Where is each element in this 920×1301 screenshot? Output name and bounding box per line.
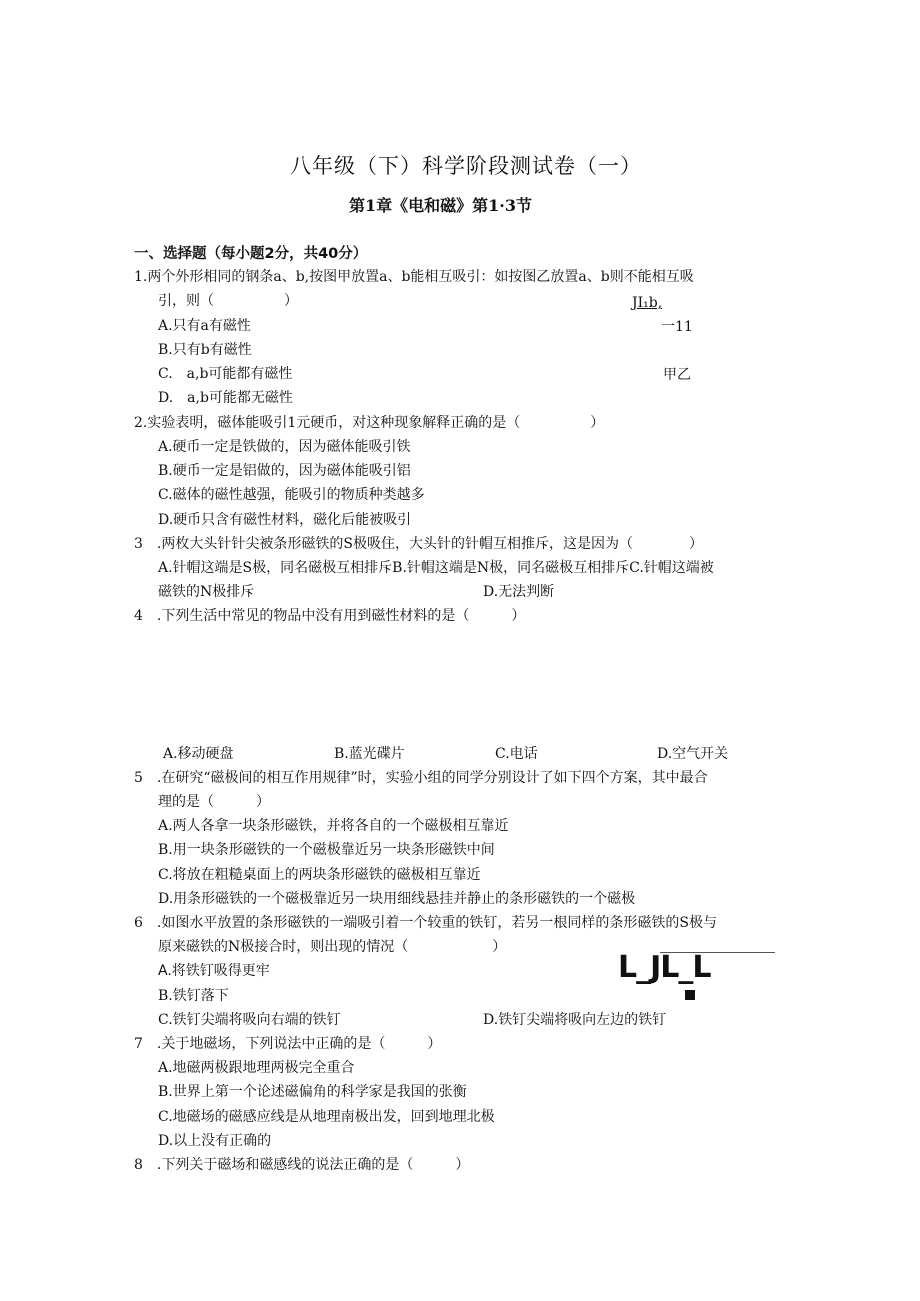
question-1-figure-label: 甲乙 [663,367,691,383]
question-3-options-line: A.针帽这端是S极，同名磁极互相排斥B.针帽这端是N极，同名磁极互相排斥C.针帽这端被 [158,560,714,576]
page-title: 八年级（下）科学阶段测试卷（一） [290,154,642,178]
question-6-option-a: A.将铁钉吸得更牢 [158,963,270,979]
question-6-figure-magnets: L_JL_L [618,950,711,985]
question-3-options-cont: 磁铁的N极排斥 [158,584,255,600]
question-5-option-c: C.将放在粗糙桌面上的两块条形磁铁的磁极相互靠近 [158,867,481,883]
question-5-stem: 5 .在研究“磁极间的相互作用规律”时，实验小组的同学分别设计了如下四个方案，其中最合 [134,770,708,786]
question-7-stem: 7 .关于地磁场，下列说法中正确的是（ ） [134,1036,442,1052]
question-4-option-b: B.蓝光碟片 [334,746,405,762]
question-4-option-a: A.移动硬盘 [163,746,234,762]
question-1-figure-top: JI₁b, [632,295,663,311]
question-7-option-a: A.地磁两极跟地理两极完全重合 [158,1060,355,1076]
question-2-option-d: D.硬币只含有磁性材料，磁化后能被吸引 [158,512,412,528]
question-1-stem: 1.两个外形相同的钢条a、b,按图甲放置a、b能相互吸引：如按图乙放置a、b则不能相互吸 [134,269,694,285]
question-1-option-d: D. a,b可能都无磁性 [158,390,293,406]
question-6-option-c: C.铁钉尖端将吸向右端的铁钉 [158,1012,341,1028]
question-6-option-d: D.铁钉尖端将吸向左边的铁钉 [483,1012,667,1028]
question-6-option-b: B.铁钉落下 [158,988,229,1004]
question-4-option-d: D.空气开关 [657,746,729,762]
question-5-option-a: A.两人各拿一块条形磁铁，并将各自的一个磁极相互靠近 [158,818,509,834]
question-6-figure-nail [685,990,695,1000]
question-1-stem-cont: 引，则（ ） [158,293,298,309]
question-6-stem-cont: 原来磁铁的N极接合时，则出现的情况（ ） [158,939,507,955]
question-3-stem: 3 .两枚大头针针尖被条形磁铁的S极吸住，大头针的针帽互相推斥，这是因为（ ） [134,536,703,552]
question-7-option-d: D.以上没有正确的 [158,1133,272,1149]
question-1-option-c: C. a,b可能都有磁性 [158,366,293,382]
question-6-stem: 6 .如图水平放置的条形磁铁的一端吸引着一个较重的铁钉，若另一根同样的条形磁铁的S极与 [134,915,717,931]
question-5-option-b: B.用一块条形磁铁的一个磁极靠近另一块条形磁铁中间 [158,842,495,858]
question-3-option-d: D.无法判断 [483,584,555,600]
question-5-option-d: D.用条形磁铁的一个磁极靠近另一块用细线悬挂并静止的条形磁铁的一个磁极 [158,891,636,907]
question-7-option-c: C.地磁场的磁感应线是从地理南极出发，回到地理北极 [158,1109,495,1125]
question-4-stem: 4 .下列生活中常见的物品中没有用到磁性材料的是（ ） [134,608,526,624]
question-2-stem: 2.实验表明，磁体能吸引1元硬币，对这种现象解释正确的是（ ） [134,415,605,431]
question-2-option-c: C.磁体的磁性越强，能吸引的物质种类越多 [158,487,425,503]
question-8-stem: 8 .下列关于磁场和磁感线的说法正确的是（ ） [134,1157,470,1173]
question-1-figure-mid: 一11 [661,319,693,335]
question-5-stem-cont: 理的是（ ） [158,794,270,810]
question-7-option-b: B.世界上第一个论述磁偏角的科学家是我国的张衡 [158,1084,467,1100]
question-1-option-a: A.只有a有磁性 [158,318,251,334]
question-2-option-a: A.硬币一定是铁做的，因为磁体能吸引铁 [158,439,411,455]
page-subtitle: 第1章《电和磁》第1·3节 [349,196,532,215]
question-4-option-c: C.电话 [495,746,538,762]
section-heading: 一、选择题（每小题2分，共40分） [134,246,368,262]
question-1-option-b: B.只有b有磁性 [158,342,252,358]
question-2-option-b: B.硬币一定是铝做的，因为磁体能吸引铝 [158,463,411,479]
